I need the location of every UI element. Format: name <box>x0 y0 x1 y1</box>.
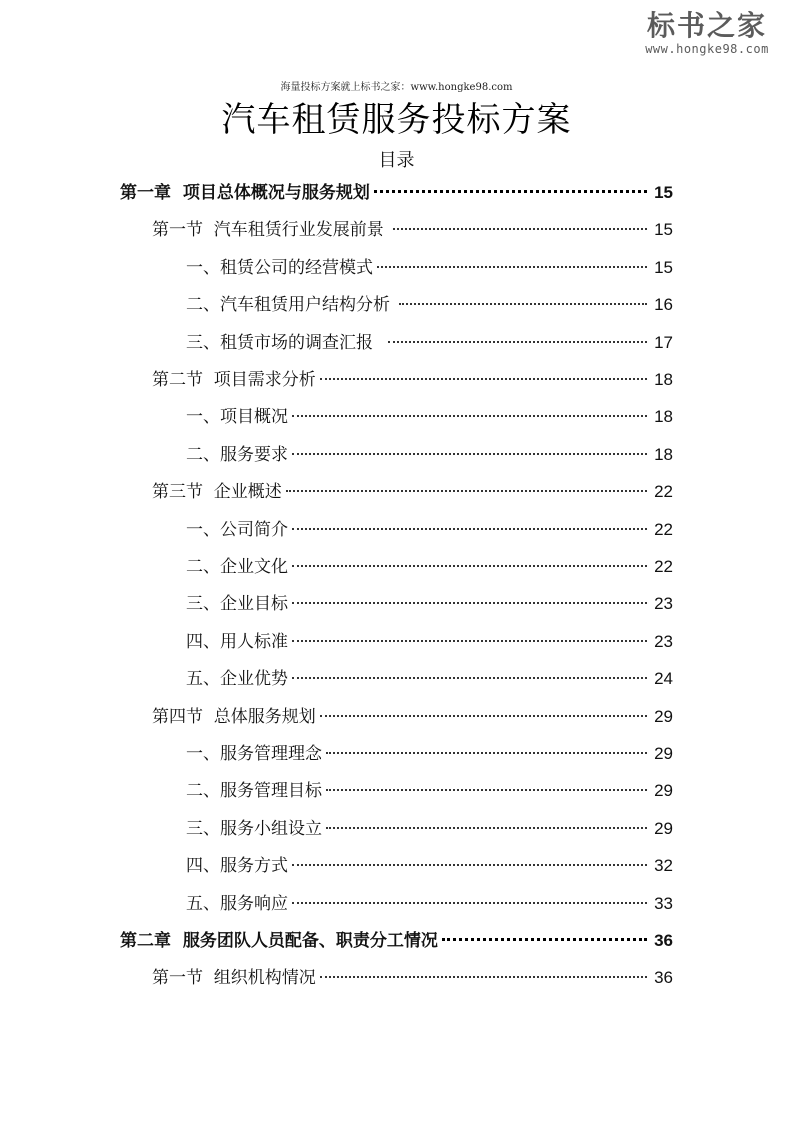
toc-dot-leader <box>286 490 647 492</box>
toc-entry-label: 五、企业优势 <box>186 669 288 690</box>
toc-dot-leader <box>326 752 647 754</box>
toc-dot-leader <box>374 190 647 193</box>
toc-subsection-entry[interactable] <box>186 739 673 767</box>
toc-dot-leader <box>292 602 647 604</box>
toc-dot-leader <box>442 938 647 941</box>
toc-dot-leader <box>326 827 647 829</box>
toc-entry-label: 一、公司简介 <box>186 519 288 540</box>
toc-chapter-entry[interactable] <box>120 178 673 206</box>
toc-subsection-entry[interactable] <box>186 776 673 804</box>
toc-page-number: 22 <box>654 482 673 502</box>
document-title: 汽车租赁服务投标方案 <box>221 100 572 140</box>
toc-dot-leader <box>292 565 647 567</box>
toc-section-entry[interactable] <box>152 365 673 393</box>
toc-page-number: 15 <box>654 183 673 202</box>
toc-dot-leader <box>320 715 647 717</box>
toc-entry-label: 一、项目概况 <box>186 407 288 428</box>
toc-page-number: 36 <box>654 968 673 988</box>
toc-page-number: 15 <box>654 220 673 240</box>
toc-section-entry[interactable] <box>152 477 673 505</box>
toc-page-number: 32 <box>654 856 673 876</box>
toc-dot-leader <box>292 528 647 530</box>
toc-dot-leader <box>292 640 647 642</box>
toc-page-number: 18 <box>654 370 673 389</box>
logo-url-text: www.hongke98.com <box>645 42 769 56</box>
toc-entry-label: 第三节 企业概述 <box>152 482 282 503</box>
toc-page-number: 33 <box>654 893 673 913</box>
toc-dot-leader <box>320 976 647 978</box>
toc-entry-label: 三、租赁市场的调查汇报 <box>186 332 384 353</box>
toc-entry-label: 四、用人标准 <box>186 631 288 652</box>
toc-dot-leader <box>326 789 647 791</box>
toc-entry-label: 第二章 服务团队人员配备、职责分工情况 <box>120 931 438 951</box>
toc-page-number: 23 <box>654 631 673 651</box>
toc-entry-label: 五、服务响应 <box>186 893 288 914</box>
toc-dot-leader <box>320 378 647 380</box>
toc-page-number: 29 <box>654 818 673 838</box>
toc-heading: 目录 <box>378 150 415 171</box>
toc-dot-leader <box>292 415 647 417</box>
toc-dot-leader <box>388 341 647 343</box>
toc-entry-label: 第一章 项目总体概况与服务规划 <box>120 183 370 203</box>
toc-page-number: 29 <box>654 781 673 801</box>
site-logo <box>637 10 777 56</box>
toc-entry-label: 三、服务小组设立 <box>186 818 322 839</box>
toc-page-number: 18 <box>654 444 673 464</box>
header-note: 海量投标方案就上标书之家：www.hongke98.com <box>280 82 513 93</box>
toc-subsection-entry[interactable] <box>186 889 673 917</box>
toc-subsection-entry[interactable] <box>186 328 673 356</box>
toc-dot-leader <box>377 266 647 268</box>
toc-section-entry[interactable] <box>152 215 673 243</box>
toc-subsection-entry[interactable] <box>186 515 673 543</box>
toc-entry-label: 二、服务管理目标 <box>186 781 322 802</box>
toc-page-number: 36 <box>654 931 673 950</box>
toc-subsection-entry[interactable] <box>186 290 673 318</box>
toc-page-number: 23 <box>654 594 673 614</box>
toc-entry-label: 二、企业文化 <box>186 557 288 577</box>
toc-subsection-entry[interactable] <box>186 440 673 468</box>
toc-page-number: 29 <box>654 744 673 763</box>
toc-page-number: 22 <box>654 557 673 576</box>
toc-page-number: 18 <box>654 407 673 427</box>
toc-entry-label: 一、租赁公司的经营模式 <box>186 257 373 278</box>
toc-page-number: 29 <box>654 706 673 726</box>
toc-entry-label: 二、服务要求 <box>186 444 288 465</box>
toc-entry-label: 第一节 组织机构情况 <box>152 968 316 989</box>
logo-chinese-text: 标书之家 <box>646 9 767 42</box>
toc-entry-label: 第二节 项目需求分析 <box>152 370 316 390</box>
toc-entry-label: 三、企业目标 <box>186 594 288 615</box>
toc-dot-leader <box>292 677 647 679</box>
toc-dot-leader <box>399 303 647 305</box>
toc-entry-label: 第四节 总体服务规划 <box>152 706 316 727</box>
toc-subsection-entry[interactable] <box>186 627 673 655</box>
toc-subsection-entry[interactable] <box>186 589 673 617</box>
toc-section-entry[interactable] <box>152 963 673 991</box>
toc-subsection-entry[interactable] <box>186 814 673 842</box>
toc-page-number: 22 <box>654 519 673 539</box>
toc-subsection-entry[interactable] <box>186 664 673 692</box>
toc-entry-label: 第一节 汽车租赁行业发展前景 <box>152 220 390 241</box>
toc-dot-leader <box>292 453 647 455</box>
toc-page-number: 17 <box>654 332 673 352</box>
toc-page-number: 15 <box>654 257 673 277</box>
toc-subsection-entry[interactable] <box>186 552 673 580</box>
toc-page-number: 16 <box>654 295 673 315</box>
toc-dot-leader <box>393 228 647 230</box>
toc-section-entry[interactable] <box>152 702 673 730</box>
toc-chapter-entry[interactable] <box>120 926 673 954</box>
toc-entry-label: 四、服务方式 <box>186 856 288 877</box>
toc-page-number: 24 <box>654 669 673 689</box>
toc-dot-leader <box>292 902 647 904</box>
toc-entry-label: 一、服务管理理念 <box>186 744 322 764</box>
toc-subsection-entry[interactable] <box>186 402 673 430</box>
toc-dot-leader <box>292 864 647 866</box>
toc-subsection-entry[interactable] <box>186 851 673 879</box>
toc-subsection-entry[interactable] <box>186 253 673 281</box>
toc-entry-label: 二、汽车租赁用户结构分析 <box>186 295 396 316</box>
